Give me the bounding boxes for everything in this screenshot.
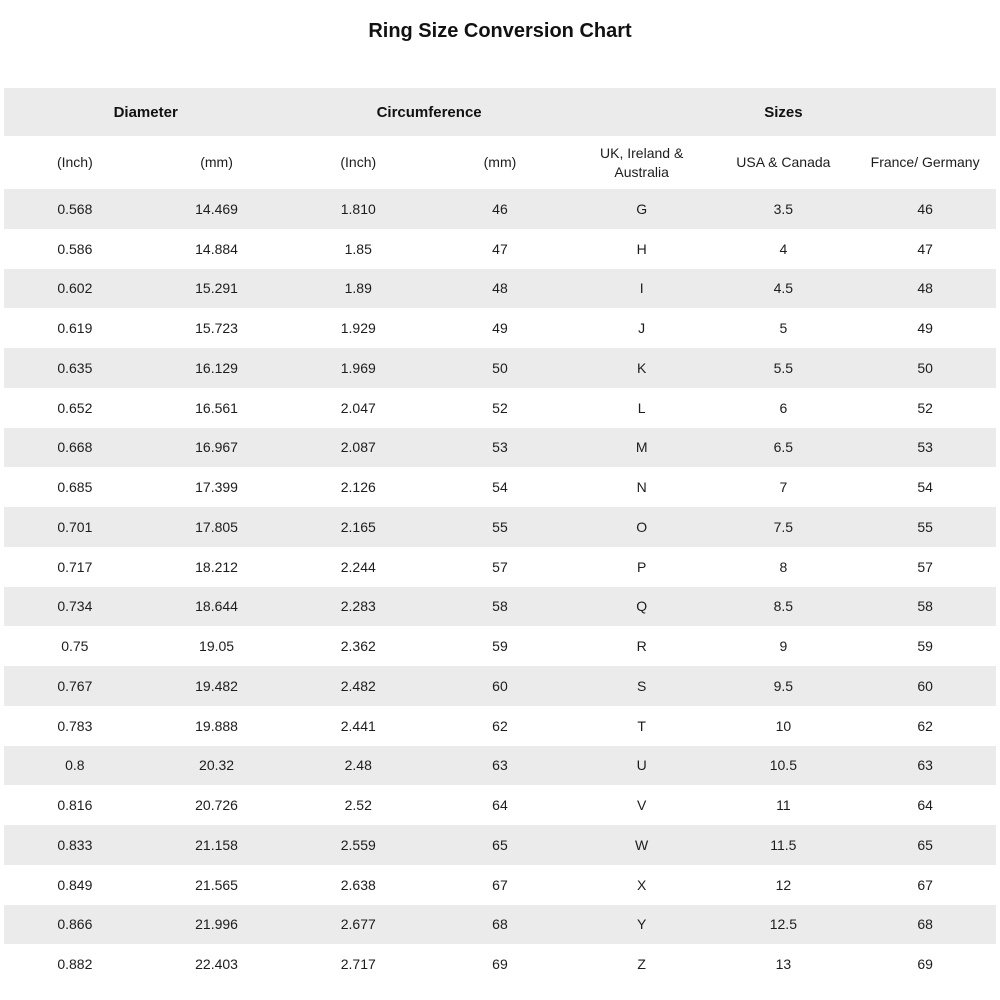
table-cell: 7 xyxy=(779,479,788,496)
table-cell: 1.85 xyxy=(344,240,372,257)
column-header-usa-canada: USA & Canada xyxy=(736,154,831,170)
table-cell: 17.805 xyxy=(195,518,238,535)
table-cell: V xyxy=(636,797,647,814)
table-row xyxy=(4,706,996,746)
table-cell: 0.568 xyxy=(57,200,93,217)
table-cell: N xyxy=(636,479,647,496)
table-cell: 15.291 xyxy=(195,280,238,297)
table-header xyxy=(4,88,996,189)
table-cell: 2.677 xyxy=(340,916,376,933)
table-cell: 68 xyxy=(492,916,508,933)
table-cell: 57 xyxy=(917,558,933,575)
table-cell: 67 xyxy=(917,876,933,893)
table-cell: 10 xyxy=(775,717,792,734)
table-cell: W xyxy=(635,836,649,853)
table-cell: 0.701 xyxy=(57,518,93,535)
table-body xyxy=(4,189,996,984)
table-cell: 46 xyxy=(917,200,933,217)
table-row xyxy=(4,666,996,706)
table-cell: 16.967 xyxy=(195,439,238,456)
table-cell: 53 xyxy=(917,439,933,456)
table-cell: 3.5 xyxy=(773,200,794,217)
table-sub-header-row xyxy=(4,136,996,189)
table-cell: 12 xyxy=(775,876,792,893)
table-cell: 58 xyxy=(492,598,508,615)
table-cell: 2.52 xyxy=(344,797,372,814)
table-cell: 55 xyxy=(917,518,933,535)
table-cell: 50 xyxy=(492,359,508,376)
table-cell: 0.717 xyxy=(57,558,93,575)
ring-size-table xyxy=(4,88,996,984)
table-cell: 10.5 xyxy=(769,757,797,774)
table-cell: 4.5 xyxy=(773,280,794,297)
table-row xyxy=(4,905,996,945)
table-cell: U xyxy=(636,757,647,774)
table-cell: 0.8 xyxy=(65,757,85,774)
table-cell: 68 xyxy=(917,916,933,933)
table-cell: J xyxy=(638,320,646,337)
table-cell: 2.48 xyxy=(344,757,372,774)
table-cell: 47 xyxy=(492,240,508,257)
table-cell: 4 xyxy=(779,240,788,257)
table-cell: 21.565 xyxy=(195,876,238,893)
table-cell: R xyxy=(636,638,647,655)
table-cell: 9.5 xyxy=(773,677,794,694)
table-cell: 21.996 xyxy=(195,916,238,933)
table-cell: 15.723 xyxy=(195,320,238,337)
table-cell: 19.05 xyxy=(199,638,235,655)
table-cell: 65 xyxy=(492,836,508,853)
table-cell: 2.441 xyxy=(340,717,376,734)
table-cell: 22.403 xyxy=(195,956,238,973)
table-row xyxy=(4,626,996,666)
table-cell: 1.810 xyxy=(340,200,376,217)
table-cell: 11 xyxy=(776,797,791,814)
table-cell: 2.126 xyxy=(340,479,376,496)
table-cell: 6 xyxy=(779,399,788,416)
table-cell: 0.602 xyxy=(57,280,93,297)
table-cell: 69 xyxy=(917,956,933,973)
table-cell: 52 xyxy=(917,399,933,416)
table-cell: 9 xyxy=(779,638,788,655)
table-row xyxy=(4,388,996,428)
table-cell: 14.469 xyxy=(195,200,238,217)
table-row xyxy=(4,269,996,309)
table-cell: 0.685 xyxy=(57,479,93,496)
table-cell: 0.734 xyxy=(57,598,93,615)
table-cell: 0.816 xyxy=(57,797,93,814)
table-cell: 59 xyxy=(917,638,933,655)
table-group-header-row xyxy=(4,88,996,136)
page-title: Ring Size Conversion Chart xyxy=(368,20,632,42)
table-row xyxy=(4,428,996,468)
table-cell: 64 xyxy=(492,797,508,814)
table-cell: K xyxy=(636,359,647,376)
group-header-sizes: Sizes xyxy=(764,103,803,121)
table-row xyxy=(4,348,996,388)
table-cell: 62 xyxy=(917,717,933,734)
table-cell: 21.158 xyxy=(195,836,238,853)
table-cell: 53 xyxy=(492,439,508,456)
column-header-circumference-inch: (Inch) xyxy=(340,154,377,170)
table-cell: 5 xyxy=(779,320,788,337)
table-cell: 69 xyxy=(492,956,508,973)
table-cell: 16.561 xyxy=(195,399,238,416)
table-cell: 1.929 xyxy=(340,320,376,337)
table-cell: H xyxy=(636,240,647,257)
table-cell: I xyxy=(639,280,644,297)
table-cell: 2.717 xyxy=(340,956,376,973)
table-cell: 62 xyxy=(492,717,508,734)
table-cell: 48 xyxy=(492,280,508,297)
table-cell: 67 xyxy=(492,876,508,893)
table-row xyxy=(4,785,996,825)
table-cell: 1.969 xyxy=(340,359,376,376)
group-header-circumference: Circumference xyxy=(376,103,482,121)
table-cell: 2.047 xyxy=(340,399,376,416)
table-row xyxy=(4,189,996,229)
table-row xyxy=(4,229,996,269)
table-cell: 65 xyxy=(917,836,933,853)
table-cell: 8 xyxy=(779,558,788,575)
column-header-uk-ireland-australia: UK, Ireland & Australia xyxy=(600,144,684,180)
table-cell: 2.482 xyxy=(340,677,376,694)
table-cell: 0.882 xyxy=(57,956,93,973)
table-cell: 2.165 xyxy=(340,518,376,535)
table-cell: 2.638 xyxy=(340,876,376,893)
table-cell: 60 xyxy=(492,677,508,694)
table-cell: 60 xyxy=(917,677,933,694)
table-row xyxy=(4,825,996,865)
table-cell: 49 xyxy=(492,320,508,337)
table-cell: L xyxy=(637,399,646,416)
table-row xyxy=(4,587,996,627)
table-cell: M xyxy=(635,439,648,456)
table-cell: 0.619 xyxy=(57,320,93,337)
table-cell: 0.866 xyxy=(57,916,93,933)
table-cell: 2.283 xyxy=(340,598,376,615)
table-cell: 59 xyxy=(492,638,508,655)
table-cell: Q xyxy=(636,598,648,615)
table-cell: 13 xyxy=(775,956,792,973)
table-cell: T xyxy=(637,717,646,734)
table-cell: 8.5 xyxy=(773,598,794,615)
table-cell: X xyxy=(636,876,647,893)
table-cell: P xyxy=(636,558,647,575)
column-header-diameter-inch: (Inch) xyxy=(56,154,93,170)
table-cell: 0.635 xyxy=(57,359,93,376)
table-cell: 63 xyxy=(492,757,508,774)
table-cell: 18.644 xyxy=(195,598,238,615)
table-cell: 57 xyxy=(492,558,508,575)
table-cell: 2.362 xyxy=(340,638,376,655)
table-cell: Y xyxy=(636,916,647,933)
table-cell: 0.75 xyxy=(61,638,89,655)
table-cell: 17.399 xyxy=(195,479,238,496)
table-cell: 0.833 xyxy=(57,836,93,853)
table-cell: 1.89 xyxy=(344,280,372,297)
table-cell: 0.849 xyxy=(57,876,93,893)
table-row xyxy=(4,467,996,507)
table-cell: 14.884 xyxy=(195,240,238,257)
table-cell: 0.767 xyxy=(57,677,93,694)
column-header-diameter-mm: (mm) xyxy=(200,154,233,170)
table-row xyxy=(4,944,996,984)
table-cell: S xyxy=(636,677,647,694)
table-cell: 55 xyxy=(492,518,508,535)
table-cell: 19.482 xyxy=(195,677,238,694)
table-cell: 12.5 xyxy=(769,916,797,933)
table-cell: 46 xyxy=(492,200,508,217)
table-cell: 0.586 xyxy=(57,240,93,257)
table-cell: 20.32 xyxy=(199,757,235,774)
table-cell: 2.087 xyxy=(340,439,376,456)
table-cell: Z xyxy=(637,956,646,973)
table-cell: O xyxy=(636,518,648,535)
table-cell: 49 xyxy=(917,320,933,337)
table-cell: 58 xyxy=(917,598,933,615)
table-cell: 48 xyxy=(917,280,933,297)
table-cell: 63 xyxy=(917,757,933,774)
table-cell: 6.5 xyxy=(773,439,794,456)
table-cell: 54 xyxy=(492,479,508,496)
column-header-circumference-mm: (mm) xyxy=(483,154,517,170)
table-cell: 0.668 xyxy=(57,439,93,456)
table-row xyxy=(4,507,996,547)
table-cell: 0.783 xyxy=(57,717,93,734)
table-cell: 54 xyxy=(917,479,933,496)
table-row xyxy=(4,865,996,905)
table-row xyxy=(4,547,996,587)
table-cell: 18.212 xyxy=(195,558,238,575)
table-cell: 11.5 xyxy=(770,836,797,853)
table-cell: 2.559 xyxy=(340,836,376,853)
table-cell: 50 xyxy=(917,359,933,376)
table-row xyxy=(4,746,996,786)
table-cell: 64 xyxy=(917,797,933,814)
column-header-france-germany: France/ Germany xyxy=(870,154,980,170)
table-cell: 19.888 xyxy=(195,717,238,734)
table-row xyxy=(4,308,996,348)
table-cell: 5.5 xyxy=(773,359,794,376)
table-cell: 7.5 xyxy=(773,518,794,535)
group-header-diameter: Diameter xyxy=(113,103,178,121)
table-cell: 0.652 xyxy=(57,399,93,416)
table-cell: 2.244 xyxy=(340,558,376,575)
table-cell: 52 xyxy=(492,399,508,416)
table-cell: 47 xyxy=(917,240,933,257)
table-cell: G xyxy=(636,200,648,217)
table-cell: 20.726 xyxy=(195,797,238,814)
table-cell: 16.129 xyxy=(195,359,238,376)
